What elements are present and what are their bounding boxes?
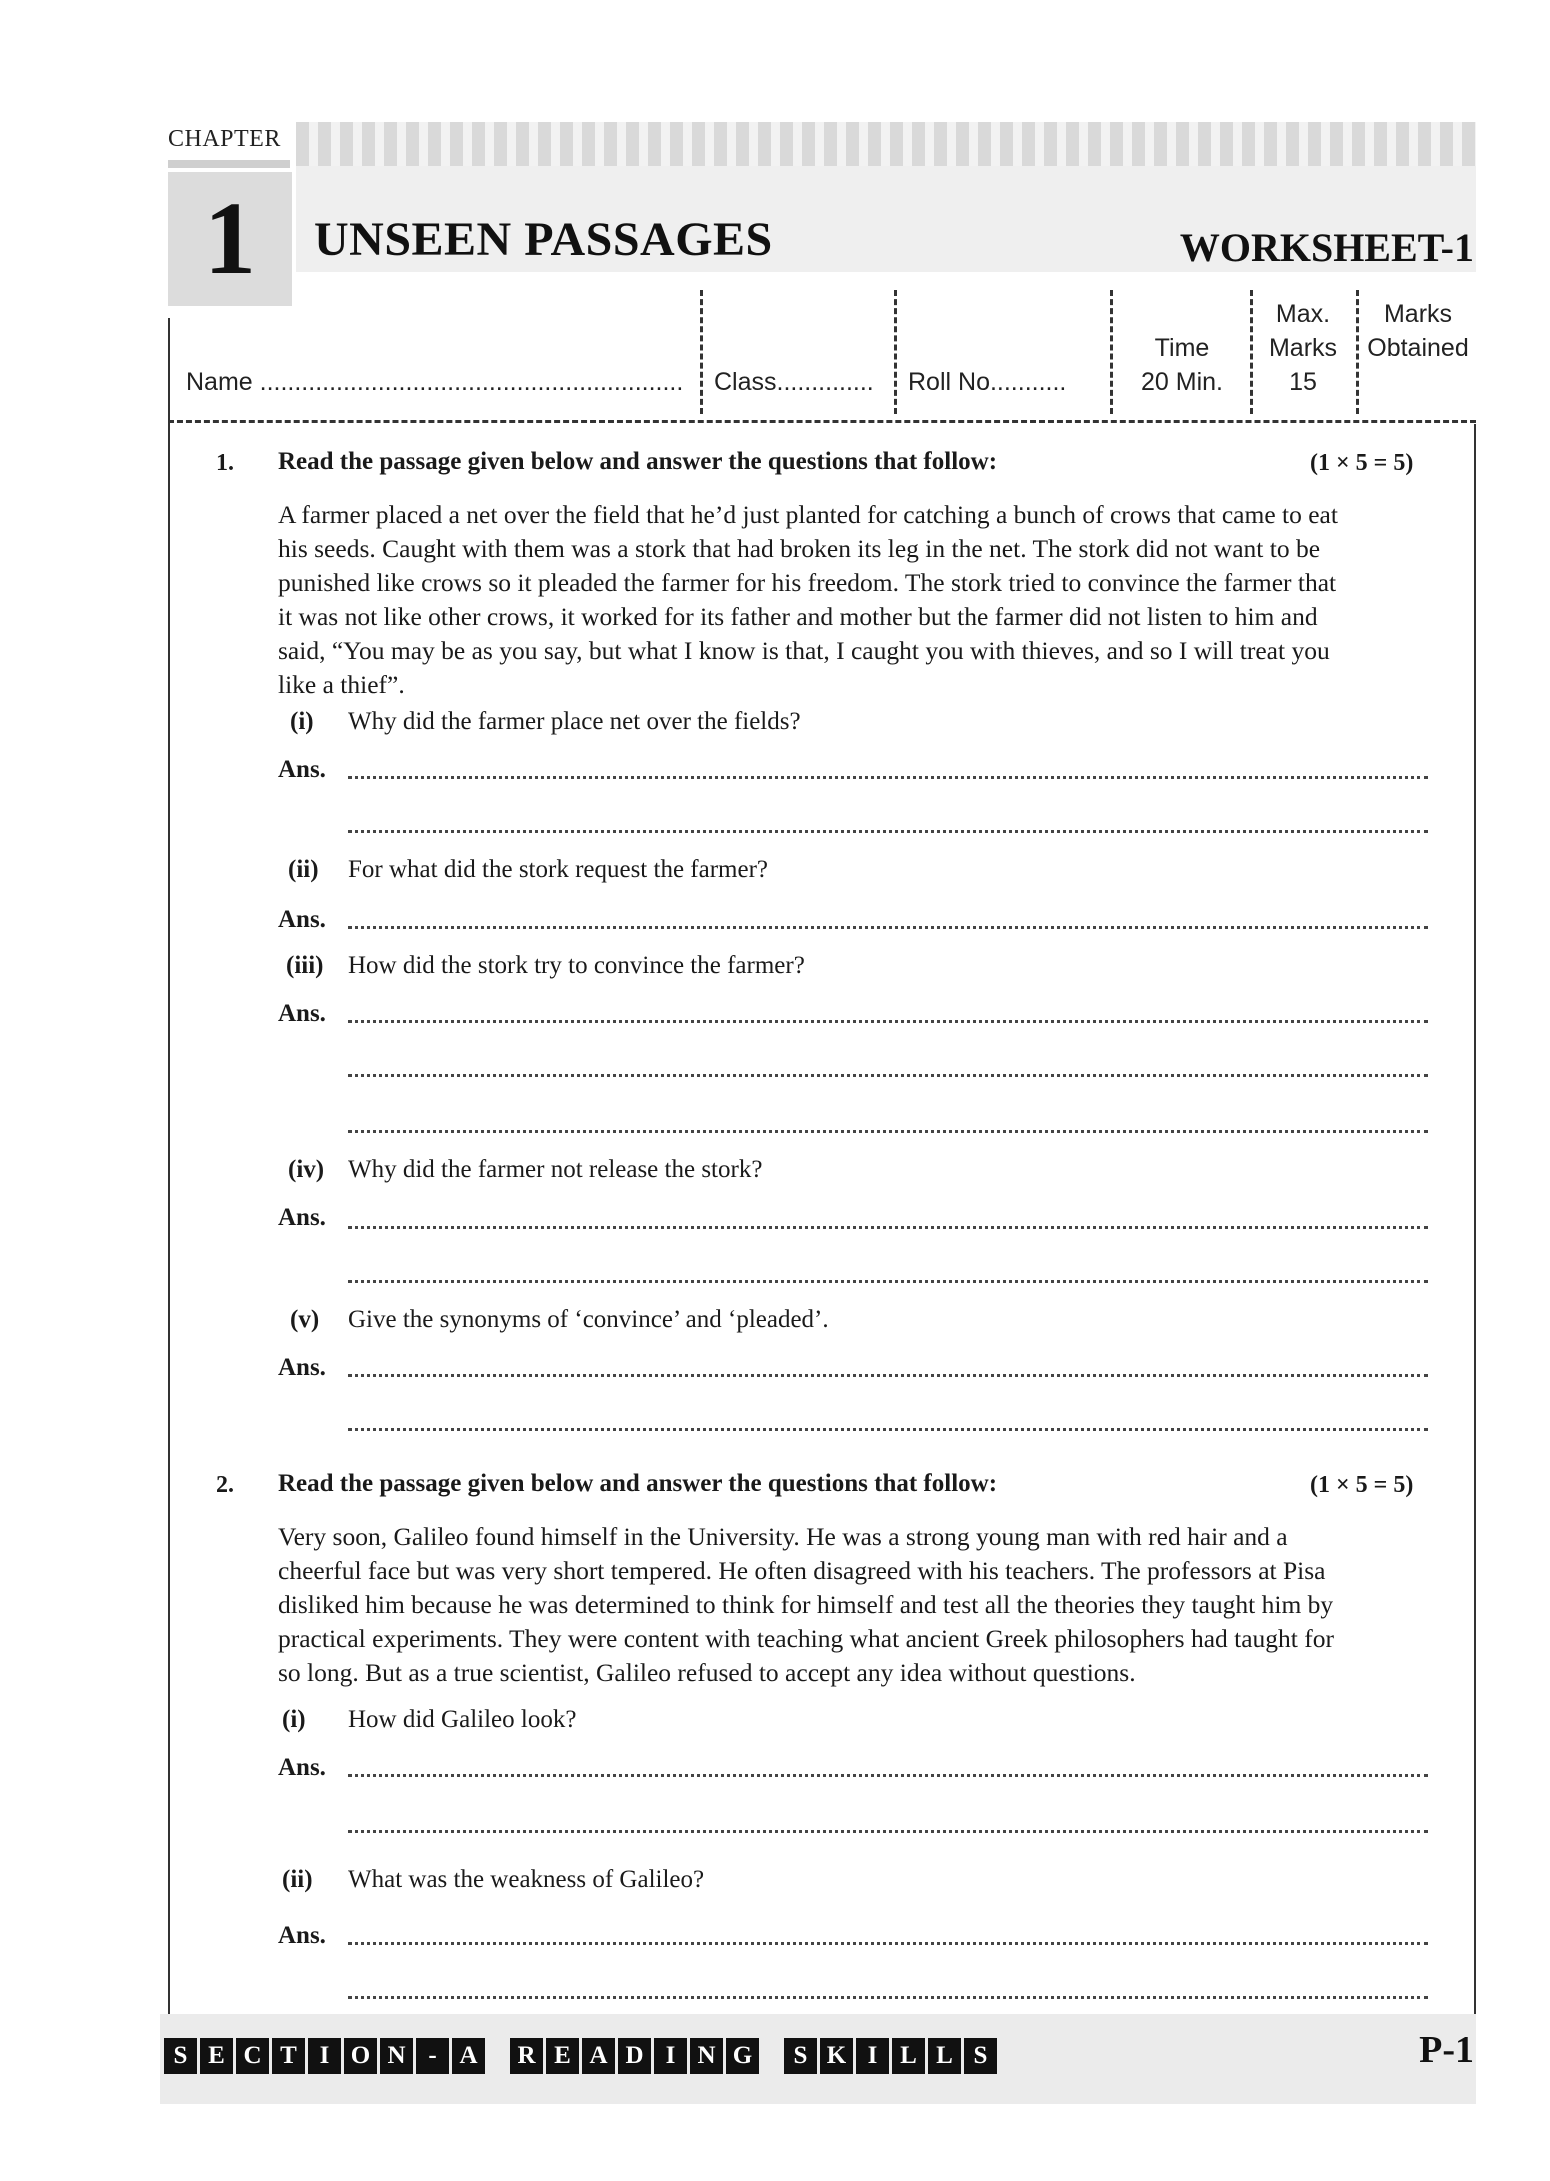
table-bottom-rule [168,420,1476,423]
question-2-heading: Read the passage given below and answer the questions that follow: [278,1470,998,1497]
passage-line: punished like crows so it pleaded the farmer for his freedom. The stork tried to convince the farmer that [278,568,1337,597]
question-1-heading: Read the passage given below and answer the questions that follow: [278,448,998,475]
answer-label: Ans. [278,906,326,933]
subquestion-label: (i) [282,1706,306,1733]
answer-line[interactable] [348,926,1428,929]
question-1-number: 1. [216,450,234,476]
worksheet-label: WORKSHEET-1 [1179,225,1474,270]
subquestion-text: How did the stork try to convince the farmer? [348,952,805,979]
chapter-label-bar [168,160,290,168]
answer-line[interactable] [348,776,1428,779]
marks-obtained-label-2: Obtained [1367,334,1469,362]
passage-line: said, “You may be as you say, but what I know is that, I caught you with thieves, and so I will treat you [278,636,1330,665]
passage-line: like a thief”. [278,670,405,699]
section-title-letter: N [380,2038,413,2074]
answer-label: Ans. [278,1922,326,1949]
section-title-word [510,2038,762,2074]
passage-line: disliked him because he was determined to think for himself and test all the theories they taught him by [278,1590,1334,1619]
section-title [164,2038,1000,2074]
subquestion-text: Give the synonyms of ‘convince’ and ‘pleaded’. [348,1306,829,1333]
section-title-word [164,2038,488,2074]
name-field[interactable]: Name ............................................................. [186,368,684,396]
header-stripe [296,122,1476,166]
section-title-letter: D [618,2038,651,2074]
table-left-border [168,318,170,424]
answer-label: Ans. [278,756,326,783]
subquestion-text: Why did the farmer place net over the fields? [348,708,801,735]
section-title-letter: N [690,2038,723,2074]
time-label: Time [1154,334,1210,362]
chapter-label: CHAPTER [168,126,281,152]
answer-label: Ans. [278,1204,326,1231]
answer-line[interactable] [348,1996,1428,1999]
passage-line: Very soon, Galileo found himself in the University. He was a strong young man with red hair and a [278,1522,1288,1551]
answer-line[interactable] [348,1374,1428,1377]
section-title-letter: C [236,2038,269,2074]
subquestion-text: What was the weakness of Galileo? [348,1866,705,1893]
content-frame-left [168,424,170,2014]
section-title-letter: I [856,2038,889,2074]
time-value: 20 Min. [1141,368,1223,396]
section-title-letter: A [582,2038,615,2074]
subquestion-label: (ii) [288,856,319,883]
max-marks-value: 15 [1289,368,1317,396]
question-1-marks: (1 × 5 = 5) [1310,450,1414,476]
section-title-letter: O [344,2038,377,2074]
divider [1356,290,1359,414]
subquestion-label: (ii) [282,1866,313,1893]
page-title: UNSEEN PASSAGES [314,213,773,266]
divider [1110,290,1113,414]
student-info-table [168,290,1476,424]
answer-line[interactable] [348,1428,1428,1431]
content-frame-right [1474,424,1476,2014]
max-marks-label-2: Marks [1268,334,1338,362]
section-title-letter: I [654,2038,687,2074]
section-title-letter: L [928,2038,961,2074]
section-title-letter: - [416,2038,449,2074]
subquestion-text: For what did the stork request the farmer? [348,856,769,883]
subquestion-label: (iv) [288,1156,325,1183]
subquestion-label: (v) [290,1306,320,1333]
section-title-word [784,2038,1000,2074]
passage-line: it was not like other crows, it worked for its father and mother but the farmer did not listen to him and [278,602,1318,631]
answer-label: Ans. [278,1754,326,1781]
max-marks-label-1: Max. [1275,300,1331,328]
subquestion-text: How did Galileo look? [348,1706,577,1733]
question-1-passage [278,498,1428,702]
answer-line[interactable] [348,830,1428,833]
section-title-letter: G [726,2038,759,2074]
passage-line: practical experiments. They were content with teaching what ancient Greek philosophers had taught for [278,1624,1334,1653]
answer-line[interactable] [348,1280,1428,1283]
divider [1250,290,1253,414]
answer-label: Ans. [278,1000,326,1027]
marks-obtained-label-1: Marks [1383,300,1453,328]
roll-no-field[interactable]: Roll No........... [908,368,1067,396]
answer-line[interactable] [348,1130,1428,1133]
section-title-letter: R [510,2038,543,2074]
question-2-passage [278,1520,1428,1690]
section-title-letter: T [272,2038,305,2074]
section-title-letter: S [784,2038,817,2074]
answer-line[interactable] [348,1830,1428,1833]
answer-line[interactable] [348,1226,1428,1229]
divider [894,290,897,414]
question-2-number: 2. [216,1472,234,1498]
passage-line: cheerful face but was very short tempered. He often disagreed with his teachers. The professors at Pisa [278,1556,1326,1585]
passage-line: his seeds. Caught with them was a stork that had broken its leg in the net. The stork did not want to be [278,534,1321,563]
answer-line[interactable] [348,1774,1428,1777]
section-title-letter: I [308,2038,341,2074]
passage-line: so long. But as a true scientist, Galileo refused to accept any idea without questions. [278,1658,1136,1687]
divider [700,290,703,414]
subquestion-text: Why did the farmer not release the stork? [348,1156,763,1183]
section-title-letter: A [452,2038,485,2074]
section-title-letter: L [892,2038,925,2074]
section-title-letter: E [200,2038,233,2074]
section-title-letter: S [164,2038,197,2074]
chapter-number-box [168,172,292,306]
section-title-letter: S [964,2038,997,2074]
section-title-letter: K [820,2038,853,2074]
question-2-marks: (1 × 5 = 5) [1310,1472,1414,1498]
class-field[interactable]: Class.............. [714,368,874,396]
answer-line[interactable] [348,1020,1428,1023]
section-title-letter: E [546,2038,579,2074]
passage-line: A farmer placed a net over the field that he’d just planted for catching a bunch of crows that came to eat [278,500,1338,529]
page-number: P-1 [1419,2029,1474,2071]
answer-line[interactable] [348,1942,1428,1945]
answer-label: Ans. [278,1354,326,1381]
answer-line[interactable] [348,1074,1428,1077]
chapter-number: 1 [204,181,256,296]
subquestion-label: (iii) [286,952,324,979]
subquestion-label: (i) [290,708,314,735]
